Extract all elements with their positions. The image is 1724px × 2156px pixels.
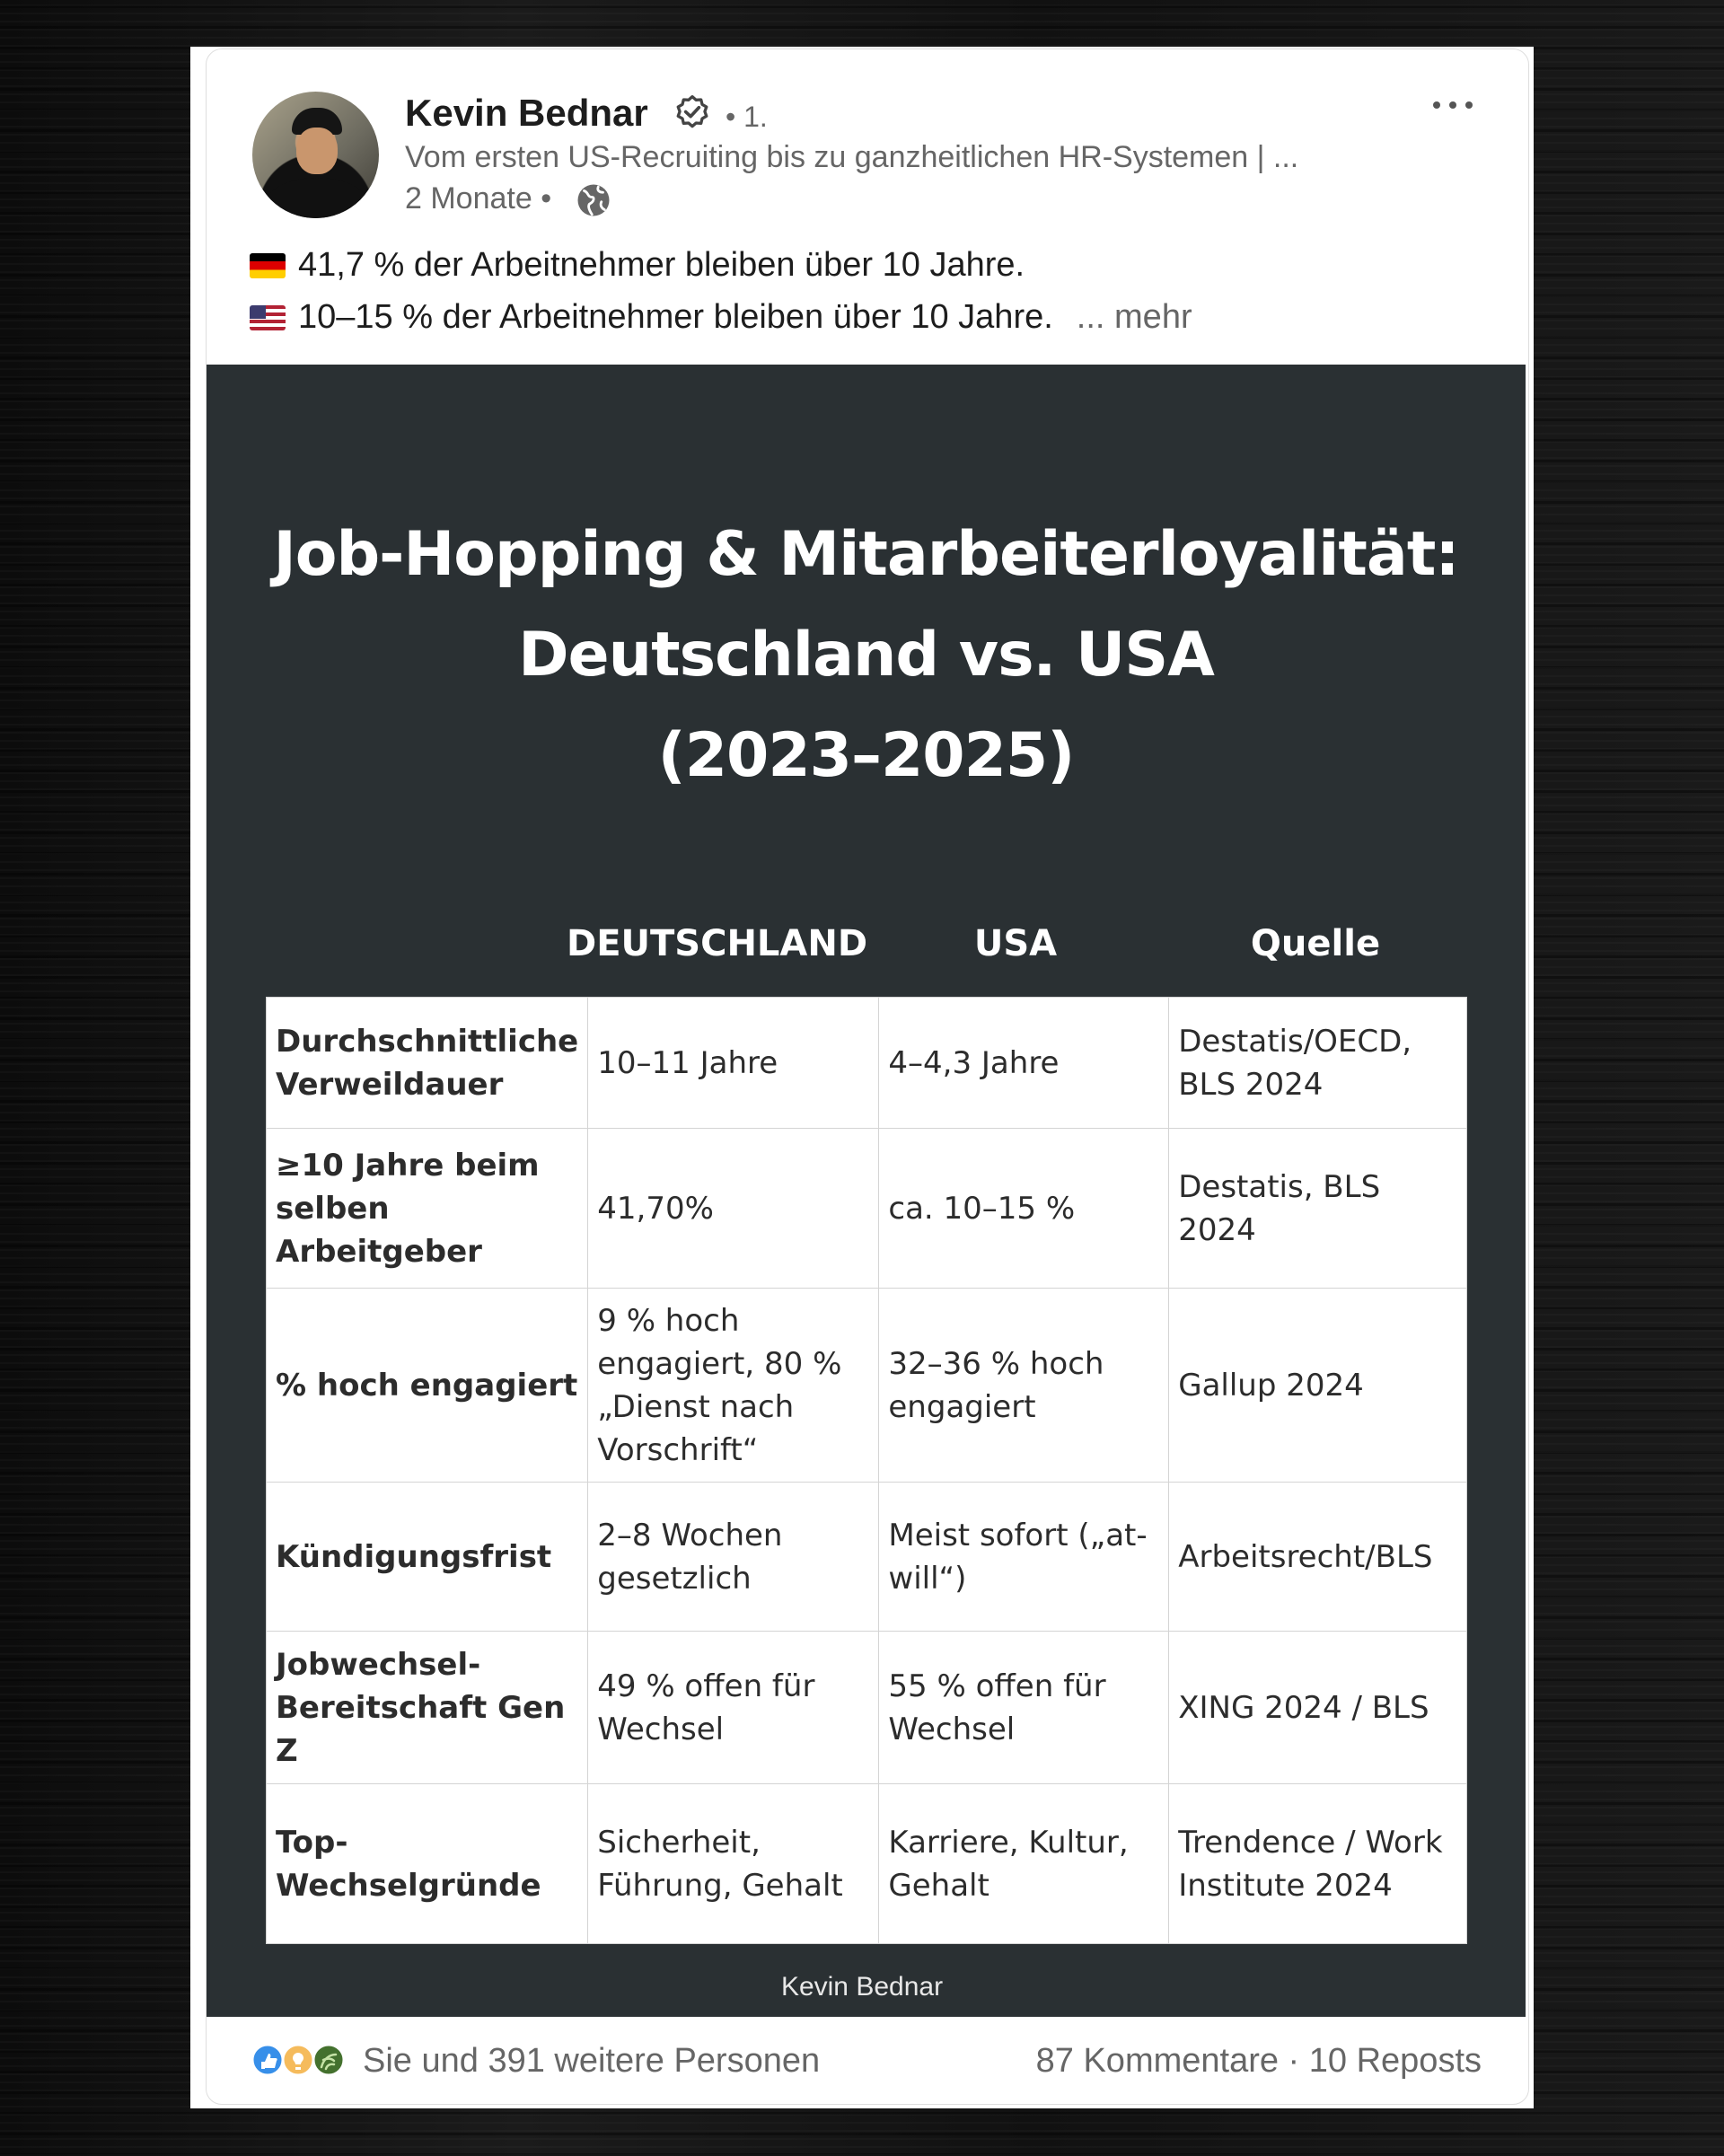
row-label: Kündigungsfrist bbox=[267, 1483, 588, 1632]
cell-source: Arbeitsrecht/BLS bbox=[1169, 1483, 1467, 1632]
cell-germany: 9 % hoch engagiert, 80 % „Dienst nach Vorschrift“ bbox=[588, 1289, 879, 1483]
row-label: Top-Wechselgründe bbox=[267, 1784, 588, 1944]
post-text-line bbox=[250, 246, 1025, 285]
table-row bbox=[267, 998, 1467, 1129]
cell-source: Destatis/OECD, BLS 2024 bbox=[1169, 998, 1467, 1129]
post-time: 2 Monate • bbox=[405, 181, 552, 216]
cell-germany: 49 % offen für Wechsel bbox=[588, 1632, 879, 1784]
comparison-table bbox=[266, 997, 1467, 1944]
image-title-line: (2023–2025) bbox=[657, 720, 1075, 791]
cell-usa: 55 % offen für Wechsel bbox=[879, 1632, 1169, 1784]
cell-usa: Karriere, Kultur, Gehalt bbox=[879, 1784, 1169, 1944]
table-row bbox=[267, 1289, 1467, 1483]
cell-germany: 2–8 Wochen gesetzlich bbox=[588, 1483, 879, 1632]
avatar-face bbox=[296, 128, 338, 174]
flag-germany-icon bbox=[250, 253, 286, 278]
cell-source: Gallup 2024 bbox=[1169, 1289, 1467, 1483]
row-label: Jobwechsel-Bereitschaft Gen Z bbox=[267, 1632, 588, 1784]
cell-usa: 32–36 % hoch engagiert bbox=[879, 1289, 1169, 1483]
cell-source: Destatis, BLS 2024 bbox=[1169, 1129, 1467, 1289]
reactions-icon[interactable] bbox=[250, 2040, 350, 2080]
row-label: % hoch engagiert bbox=[267, 1289, 588, 1483]
author-headline: Vom ersten US-Recruiting bis zu ganzheitlichen HR-Systemen | ... bbox=[405, 140, 1299, 174]
comments-reposts-count[interactable]: 87 Kommentare · 10 Reposts bbox=[1035, 2042, 1482, 2080]
row-label: ≥10 Jahre beim selben Arbeitgeber bbox=[267, 1129, 588, 1289]
see-more-link[interactable]: ... mehr bbox=[1076, 298, 1192, 336]
post-text-us: 10–15 % der Arbeitnehmer bleiben über 10 Jahre. bbox=[298, 298, 1053, 336]
image-title-line: Deutschland vs. USA bbox=[518, 620, 1214, 691]
table-row bbox=[267, 1784, 1467, 1944]
flag-usa-icon bbox=[250, 305, 286, 330]
column-header-source: Quelle bbox=[1250, 923, 1381, 964]
cell-germany: Sicherheit, Führung, Gehalt bbox=[588, 1784, 879, 1944]
table-row bbox=[267, 1483, 1467, 1632]
more-options-icon[interactable] bbox=[1429, 92, 1476, 119]
post-text-de: 41,7 % der Arbeitnehmer bleiben über 10 Jahre. bbox=[298, 246, 1025, 284]
cell-germany: 10–11 Jahre bbox=[588, 998, 879, 1129]
table-row bbox=[267, 1632, 1467, 1784]
column-header-germany: DEUTSCHLAND bbox=[567, 923, 868, 964]
verified-icon bbox=[673, 93, 712, 133]
author-name[interactable]: Kevin Bednar bbox=[405, 92, 648, 134]
image-title-line: Job-Hopping & Mitarbeiterloyalität: bbox=[273, 519, 1459, 590]
reactions-count[interactable]: Sie und 391 weitere Personen bbox=[363, 2042, 821, 2080]
avatar[interactable] bbox=[252, 92, 379, 218]
image-watermark: Kevin Bednar bbox=[780, 1972, 944, 2002]
column-header-usa: USA bbox=[973, 923, 1058, 964]
cell-germany: 41,70% bbox=[588, 1129, 879, 1289]
table-row bbox=[267, 1129, 1467, 1289]
avatar-shirt bbox=[265, 178, 369, 218]
connection-degree: • 1. bbox=[726, 101, 768, 133]
row-label: Durchschnittliche Verweildauer bbox=[267, 998, 588, 1129]
cell-usa: ca. 10–15 % bbox=[879, 1129, 1169, 1289]
cell-source: XING 2024 / BLS bbox=[1169, 1632, 1467, 1784]
globe-icon bbox=[575, 181, 612, 219]
cell-source: Trendence / Work Institute 2024 bbox=[1169, 1784, 1467, 1944]
cell-usa: Meist sofort („at-will“) bbox=[879, 1483, 1169, 1632]
cell-usa: 4–4,3 Jahre bbox=[879, 998, 1169, 1129]
post-text-line bbox=[250, 298, 1192, 337]
